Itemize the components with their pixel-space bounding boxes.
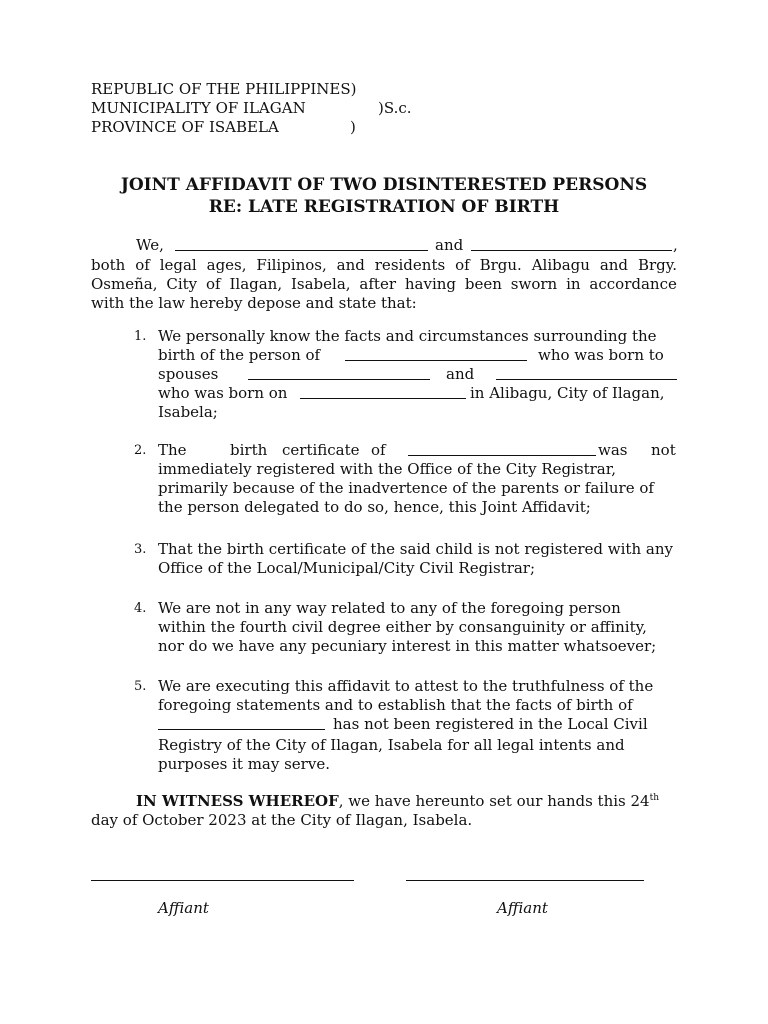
item-number: 3. xyxy=(134,542,147,557)
witness-line-2: day of October 2023 at the City of Ilagan, Isabela. xyxy=(91,811,473,829)
intro-word: Isabela, xyxy=(290,275,351,293)
intro-word: City xyxy=(166,275,198,293)
item-1-line-2a: birth of the person of xyxy=(158,346,321,364)
item-2-word: of xyxy=(371,441,386,459)
right-signature-line[interactable] xyxy=(406,880,644,881)
document-subtitle: RE: LATE REGISTRATION OF BIRTH xyxy=(208,197,560,217)
item-2-word: The xyxy=(158,441,187,459)
intro-we: We, xyxy=(136,236,164,254)
intro-word: after xyxy=(359,275,396,293)
intro-line-2 xyxy=(91,256,677,275)
item-2-word: birth xyxy=(230,441,268,459)
intro-word: in xyxy=(566,275,581,293)
intro-word: and xyxy=(599,256,629,274)
intro-word: and xyxy=(336,256,365,274)
header-bracket: ) xyxy=(350,118,356,136)
intro-word: Brgy. xyxy=(637,256,677,274)
intro-word: been xyxy=(464,275,502,293)
item-2-was: was xyxy=(598,441,628,459)
intro-word: Ilagan, xyxy=(229,275,283,293)
intro-line-3 xyxy=(91,275,677,294)
item-5-line-3b: has not been registered in the Local Civil xyxy=(333,715,648,733)
item-4-line-2: within the fourth civil degree either by consanguinity or affinity, xyxy=(158,618,647,636)
item-2-line-4: the person delegated to do so, hence, this Joint Affidavit; xyxy=(158,498,591,516)
ordinal-suffix: th xyxy=(649,793,660,803)
intro-word: having xyxy=(404,275,457,293)
item-1-line-1: We personally know the facts and circumstances surrounding the xyxy=(158,327,657,345)
witness-text: , we have hereunto set our hands this 24 xyxy=(338,792,650,810)
item-number: 1. xyxy=(134,329,147,344)
item-2-not: not xyxy=(651,441,676,459)
right-affiant-label: Affiant xyxy=(497,899,548,917)
item-2-line-2: immediately registered with the Office of the City Registrar, xyxy=(158,460,617,478)
item-3-line-1: That the birth certificate of the said child is not registered with any xyxy=(158,540,673,558)
item-number: 5. xyxy=(134,679,147,694)
item-1-line-4b: in Alibagu, City of Ilagan, xyxy=(470,384,665,402)
intro-word: Filipinos, xyxy=(256,256,327,274)
intro-word: of xyxy=(135,256,150,274)
birth-date-blank[interactable] xyxy=(300,384,466,399)
header-line-province: PROVINCE OF ISABELA xyxy=(91,118,279,136)
item-number: 2. xyxy=(134,443,147,458)
intro-word: of xyxy=(455,256,470,274)
item-1-line-2b: who was born to xyxy=(538,346,664,364)
spouse-2-name-blank[interactable] xyxy=(496,365,677,380)
intro-word: both xyxy=(91,256,126,274)
header-line-republic: REPUBLIC OF THE PHILIPPINES) xyxy=(91,80,357,98)
item-1-line-3b: and xyxy=(446,365,475,383)
intro-and: and xyxy=(435,236,464,254)
item-1-line-3a: spouses xyxy=(158,365,219,383)
witness-line-1 xyxy=(136,792,659,811)
child-name-blank[interactable] xyxy=(408,441,596,456)
intro-word: ages, xyxy=(206,256,247,274)
spouse-1-name-blank[interactable] xyxy=(248,365,430,380)
intro-word: accordance xyxy=(589,275,677,293)
left-signature-line[interactable] xyxy=(91,880,354,881)
person-name-blank[interactable] xyxy=(345,346,527,361)
intro-word: of xyxy=(206,275,221,293)
intro-word: legal xyxy=(159,256,197,274)
item-3-line-2: Office of the Local/Municipal/City Civil Registrar; xyxy=(158,559,536,577)
intro-word: Alibagu xyxy=(531,256,590,274)
item-5-line-2: foregoing statements and to establish that the facts of birth of xyxy=(158,696,633,714)
subject-name-blank[interactable] xyxy=(158,715,325,730)
intro-comma: , xyxy=(673,236,678,254)
intro-word: Brgu. xyxy=(479,256,522,274)
intro-word: residents xyxy=(374,256,446,274)
item-2-line-3: primarily because of the inadvertence of the parents or failure of xyxy=(158,479,654,497)
item-4-line-3: nor do we have any pecuniary interest in this matter whatsoever; xyxy=(158,637,657,655)
witness-heading: IN WITNESS WHEREOF xyxy=(136,792,339,810)
header-sc-marker: )S.c. xyxy=(378,99,412,117)
item-5-line-5: purposes it may serve. xyxy=(158,755,330,773)
document-title: JOINT AFFIDAVIT OF TWO DISINTERESTED PERSONS xyxy=(120,175,648,195)
item-1-line-5: Isabela; xyxy=(158,403,218,421)
item-2-word: certificate xyxy=(282,441,360,459)
intro-line-4: with the law hereby depose and state that: xyxy=(91,294,417,312)
intro-word: Osmeña, xyxy=(91,275,158,293)
item-number: 4. xyxy=(134,601,147,616)
affiant-2-name-blank[interactable] xyxy=(471,236,672,251)
intro-word: sworn xyxy=(510,275,558,293)
item-1-line-4a: who was born on xyxy=(158,384,288,402)
header-line-municipality: MUNICIPALITY OF ILAGAN xyxy=(91,99,306,117)
left-affiant-label: Affiant xyxy=(158,899,209,917)
item-4-line-1: We are not in any way related to any of the foregoing person xyxy=(158,599,621,617)
affiant-1-name-blank[interactable] xyxy=(175,236,428,251)
item-5-line-1: We are executing this affidavit to attest to the truthfulness of the xyxy=(158,677,654,695)
item-5-line-4: Registry of the City of Ilagan, Isabela for all legal intents and xyxy=(158,736,625,754)
